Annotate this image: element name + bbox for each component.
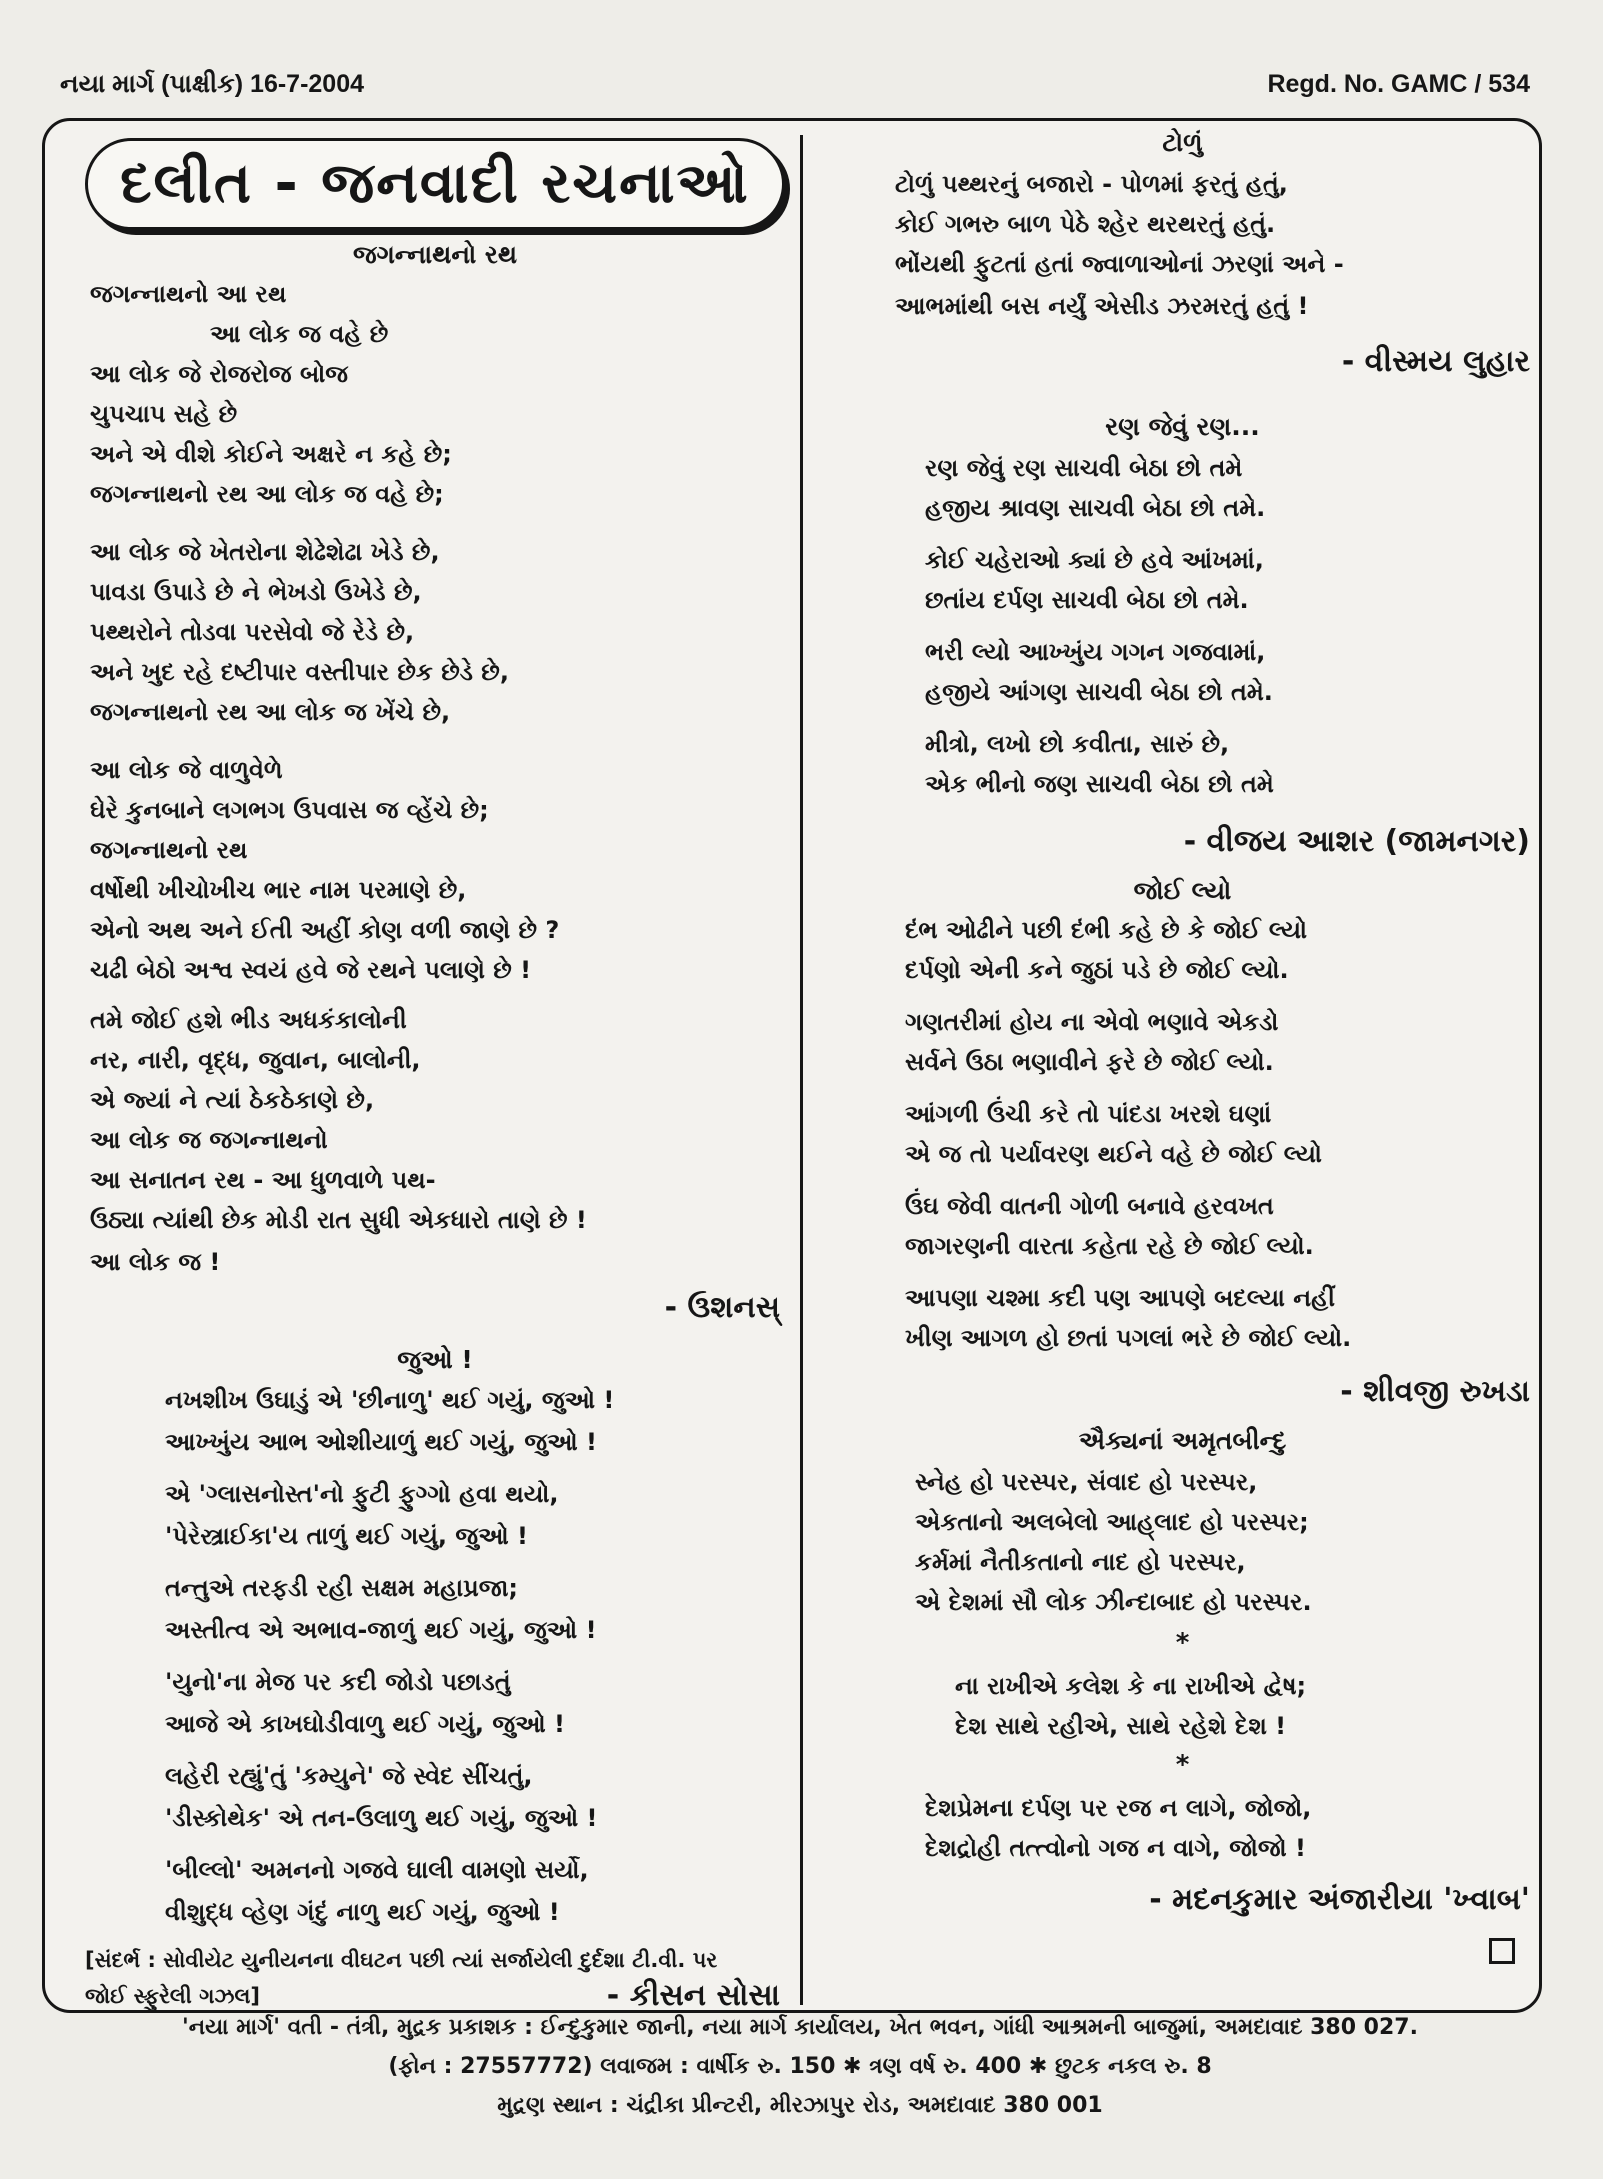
- poem5-line: એ જ તો પર્યાવરણ થઈને વહે છે જોઈ લ્યો: [905, 1140, 1322, 1168]
- poem1-line: પાવડા ઉપાડે છે ને ભેખડો ઉખેડે છે,: [90, 578, 422, 606]
- poem6-line: દેશ સાથે રહીએ, સાથે રહેશે દેશ !: [955, 1712, 1287, 1740]
- poem1-line: આ લોક જે વાળુવેળે: [90, 756, 283, 784]
- poem2-line: એ 'ગ્લાસનોસ્ત'નો ફુટી ફુગ્ગો હવા થયો,: [165, 1480, 559, 1508]
- poem6-line: દેશપ્રેમના દર્પણ પર રજ ન લાગે, જોજો,: [925, 1794, 1312, 1822]
- poem1-line: નર, નારી, વૃદ્ધ, જુવાન, બાલોની,: [90, 1046, 421, 1074]
- page-header: [60, 70, 1530, 110]
- poem1-line: એ જ્યાં ને ત્યાં ઠેકઠેકાણે છે,: [90, 1086, 375, 1114]
- poem4-line: કોઈ ચહેરાઓ ક્યાં છે હવે આંખમાં,: [925, 546, 1264, 574]
- poem4-line: ભરી લ્યો આખ્ખુંય ગગન ગજવામાં,: [925, 638, 1266, 666]
- poem1-line: અને ખુદ રહે દષ્ટીપાર વસ્તીપાર છેક છેડે છે,: [90, 658, 509, 686]
- poem6-line: ના રાખીએ કલેશ કે ના રાખીએ દ્વેષ;: [955, 1672, 1307, 1700]
- poem4-author: - વીજય આશર (જામનગર): [1183, 824, 1530, 859]
- poem4-line: હજીય શ્રાવણ સાચવી બેઠા છો તમે.: [925, 494, 1266, 522]
- poem4-line: રણ જેવું રણ સાચવી બેઠા છો તમે: [925, 454, 1243, 482]
- poem1-line: આ સનાતન રથ - આ ધુળવાળે પથ-: [90, 1166, 436, 1194]
- poem3-title: ટોળું: [1162, 128, 1203, 157]
- end-mark-icon: [1489, 1938, 1515, 1968]
- poem1-line: ઉઠ્યા ત્યાંથી છેક મોડી રાત સુધી એકધારો તાણે છે !: [90, 1206, 587, 1234]
- poem2-line: 'યુનો'ના મેજ પર કદી જોડો પછાડતું: [165, 1668, 511, 1696]
- poem5-line: ખીણ આગળ હો છતાં પગલાં ભરે છે જોઈ લ્યો.: [905, 1324, 1352, 1352]
- poem2-line: 'પેરેસ્ત્રાઈકા'ય તાળું થઈ ગયું, જુઓ !: [165, 1522, 528, 1550]
- poem5-line: દર્પણો એની કને જુઠાં પડે છે જોઈ લ્યો.: [905, 956, 1289, 984]
- poem1-line: આ લોક જે ખેતરોના શેઢેશેઢા ખેડે છે,: [90, 538, 440, 566]
- poem6-separator: *: [1175, 1628, 1190, 1658]
- poem6-line: સ્નેહ હો પરસ્પર, સંવાદ હો પરસ્પર,: [915, 1468, 1258, 1496]
- poem5-line: ગણતરીમાં હોય ના એવો ભણાવે એકડો: [905, 1008, 1279, 1036]
- poem2-line: 'બીલ્લો' અમનનો ગજવે ઘાલી વામણો સર્યો,: [165, 1856, 589, 1884]
- poem6-line: કર્મમાં નૈતીકતાનો નાદ હો પરસ્પર,: [915, 1548, 1246, 1576]
- poem1-line: અને એ વીશે કોઈને અક્ષરે ન કહે છે;: [90, 440, 452, 468]
- imprint-line: (ફોન : 27557772) લવાજમ : વાર્ષીક રુ. 150 ✱ ત્રણ વર્ષ રુ. 400 ✱ છુટક નકલ રુ. 8: [388, 2054, 1212, 2079]
- poem1-line: આ લોક જ જગન્નાથનો: [90, 1126, 328, 1154]
- poem3-author: - વીસ્મય લુહાર: [1341, 344, 1530, 379]
- poem1-line: પથ્થરોને તોડવા પરસેવો જે રેડે છે,: [90, 618, 415, 646]
- section-title-box: [85, 138, 785, 230]
- poem1-line: ઘેરે કુનબાને લગભગ ઉપવાસ જ વ્હેંચે છે;: [90, 796, 489, 824]
- poem5-author: - શીવજી રુખડા: [1340, 1374, 1530, 1409]
- poem2-context: જોઈ સ્ફુરેલી ગઝલ]: [85, 1984, 260, 2008]
- poem1-line: ચઢી બેઠો અશ્વ સ્વયં હવે જે રથને પલાણે છે !: [90, 956, 532, 984]
- poem1-line: જગન્નાથનો રથ આ લોક જ વહે છે;: [90, 480, 444, 508]
- poem2-context: [સંદર્ભ : સોવીયેટ યુનીયનના વીઘટન પછી ત્યાં સર્જાયેલી દુર્દશા ટી.વી. પર: [85, 1948, 718, 1972]
- poem1-line: એનો અથ અને ઈતી અહીં કોણ વળી જાણે છે ?: [90, 916, 560, 944]
- header-publication: નયા માર્ગ (પાક્ષીક) 16-7-2004: [60, 70, 365, 98]
- poem6-title: ઐક્યનાં અમૃતબીન્દુ: [1078, 1426, 1287, 1455]
- poem4-line: હજીયે આંગણ સાચવી બેઠા છો તમે.: [925, 678, 1273, 706]
- poem5-line: જાગરણની વારતા કહેતા રહે છે જોઈ લ્યો.: [905, 1232, 1314, 1260]
- poem1-line: આ લોક જ વહે છે: [210, 320, 389, 348]
- poem4-line: મીત્રો, લખો છો કવીતા, સારું છે,: [925, 730, 1230, 758]
- imprint-line: 'નયા માર્ગ' વતી - તંત્રી, મુદ્રક પ્રકાશક : ઈન્દુકુમાર જાની, નયા માર્ગ કાર્યાલય, ખેત ભવન, ગાંધી આશ્રમની બાજુમાં, અમદાવાદ 380 027.: [182, 2015, 1418, 2040]
- poem5-line: સર્વને ઉઠા ભણાવીને ફરે છે જોઈ લ્યો.: [905, 1048, 1274, 1076]
- poem3-line: કોઈ ગભરુ બાળ પેઠે શ્હેર થરથરતું હતું.: [895, 210, 1276, 238]
- poem1-line: જગન્નાથનો રથ આ લોક જ ખેંચે છે,: [90, 698, 451, 726]
- poem1-title: જગન્નાથનો રથ: [352, 240, 518, 269]
- poem1-line: જગન્નાથનો રથ: [90, 836, 248, 864]
- poem3-line: ટોળું પથ્થરનું બજારો - પોળમાં ફરતું હતું,: [895, 170, 1288, 198]
- poem6-line: એ દેશમાં સૌ લોક ઝીન્દાબાદ હો પરસ્પર.: [915, 1588, 1312, 1616]
- poem6-line: એકતાનો અલબેલો આહ્‌લાદ હો પરસ્પર;: [915, 1508, 1309, 1536]
- poem3-line: આભમાંથી બસ નર્યું એસીડ ઝરમરતું હતું !: [895, 292, 1309, 320]
- imprint-footer: [60, 2015, 1540, 2132]
- poem5-line: આપણા ચશ્મા કદી પણ આપણે બદલ્યા નહીં: [905, 1284, 1336, 1312]
- poem5-line: દંભ ઓઢીને પછી દંભી કહે છે કે જોઈ લ્યો: [905, 916, 1308, 944]
- poem2-line: અસ્તીત્વ એ અભાવ-જાળું થઈ ગયું, જુઓ !: [165, 1616, 597, 1644]
- poem5-line: ઉંઘ જેવી વાતની ગોળી બનાવે હરવખત: [905, 1192, 1274, 1220]
- poem2-line: તન્તુએ તરફડી રહી સક્ષમ મહાપ્રજા;: [165, 1574, 518, 1602]
- poem2-line: આજે એ કાખઘોડીવાળુ થઈ ગયું, જુઓ !: [165, 1710, 565, 1738]
- poem1-author: - ઉશનસ્: [664, 1290, 780, 1325]
- poem2-line: લહેરી રહ્યું'તું 'કમ્યુને' જે સ્વેદ સીંચતું,: [165, 1762, 533, 1790]
- poem2-line: 'ડીસ્કોથેક' એ તન-ઉલાળુ થઈ ગયું, જુઓ !: [165, 1804, 598, 1832]
- imprint-line: મુદ્રણ સ્થાન : ચંદ્રીકા પ્રીન્ટરી, મીરઝાપુર રોડ, અમદાવાદ 380 001: [497, 2093, 1103, 2118]
- poem3-line: ભોંયથી ફુટતાં હતાં જ્વાળાઓનાં ઝરણાં અને -: [895, 250, 1344, 278]
- poem1-line: જગન્નાથનો આ રથ: [90, 280, 287, 308]
- poem2-line: નખશીખ ઉઘાડું એ 'છીનાળુ' થઈ ગયું, જુઓ !: [165, 1386, 615, 1414]
- poem5-line: આંગળી ઉંચી કરે તો પાંદડા ખરશે ઘણાં: [905, 1100, 1272, 1128]
- poem6-separator: *: [1175, 1750, 1190, 1780]
- poem2-line: વીશુદ્ધ વ્હેણ ગંદું નાળુ થઈ ગયું, જુઓ !: [165, 1898, 560, 1926]
- poem5-title: જોઈ લ્યો: [1133, 876, 1232, 905]
- header-registration: Regd. No. GAMC / 534: [1267, 70, 1530, 98]
- column-divider: [800, 135, 803, 2005]
- poem2-author: - કીસન સોસા: [606, 1978, 780, 2013]
- poem1-line: આ લોક જે રોજરોજ બોજ: [90, 360, 348, 388]
- poem2-line: આખ્ખુંય આભ ઓશીયાળું થઈ ગયું, જુઓ !: [165, 1428, 597, 1456]
- poem1-line: આ લોક જ !: [90, 1248, 221, 1276]
- section-title: દલીત - જનવાદી રચનાઓ: [120, 151, 750, 216]
- poem4-line: એક ભીનો જણ સાચવી બેઠા છો તમે: [925, 770, 1274, 798]
- poem1-line: ચુપચાપ સહે છે: [90, 400, 238, 428]
- poem6-author: - મદનકુમાર અંજારીયા 'ખ્વાબ': [1149, 1882, 1530, 1917]
- poem2-title: જુઓ !: [397, 1345, 473, 1374]
- poem6-line: દેશદ્રોહી તત્ત્વોનો ગજ ન વાગે, જોજો !: [925, 1834, 1306, 1862]
- poem4-title: રણ જેવું રણ...: [1105, 412, 1260, 441]
- poem1-line: તમે જોઈ હશે ભીડ અધકંકાલોની: [90, 1006, 407, 1034]
- poem4-line: છતાંય દર્પણ સાચવી બેઠા છો તમે.: [925, 586, 1249, 614]
- poem1-line: વર્ષોથી ખીચોખીચ ભાર નામ પરમાણે છે,: [90, 876, 467, 904]
